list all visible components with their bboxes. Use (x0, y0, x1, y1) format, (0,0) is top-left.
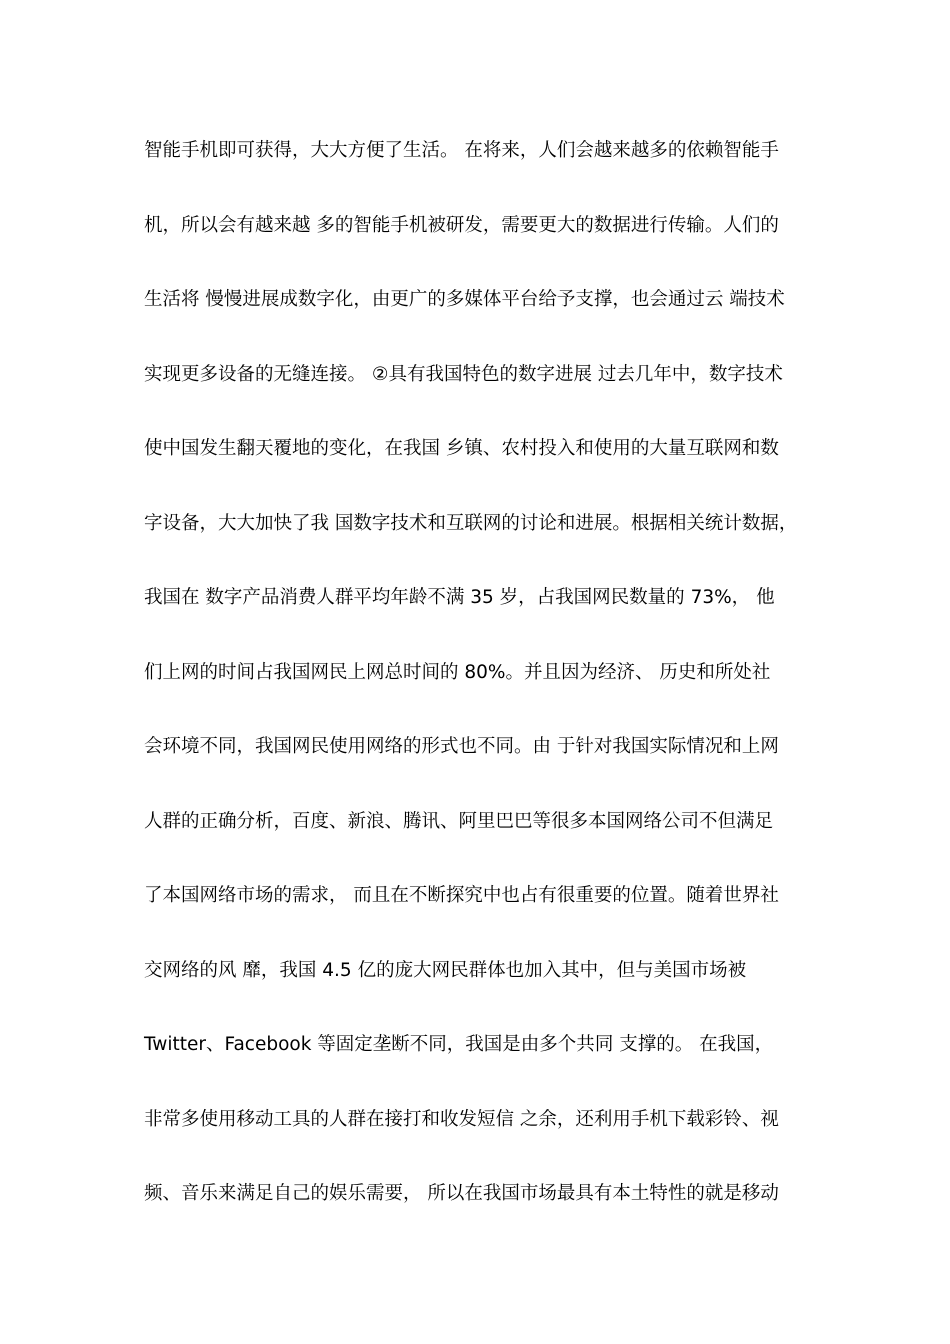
text-line: 字设备，大大加快了我 国数字技术和互联网的讨论和进展。根据相关统计数据， (144, 512, 798, 534)
text-line: 生活将 慢慢进展成数字化，由更广的多媒体平台给予支撑，也会通过云 端技术 (144, 289, 785, 310)
text-line: Twitter、Facebook 等固定垄断不同，我国是由多个共同 支撑的。 在我国， (144, 1034, 774, 1055)
text-line: 智能手机即可获得，大大方便了生活。 在将来，人们会越来越多的依赖智能手 (144, 140, 779, 161)
text-line: 我国在 数字产品消费人群平均年龄不满 35 岁，占我国网民数量的 73%， 他 (144, 587, 775, 608)
text-line: 交网络的风 靡，我国 4.5 亿的庞大网民群体也加入其中，但与美国市场被 (144, 959, 747, 981)
text-line: 们上网的时间占我国网民上网总时间的 80%。并且因为经济、 历史和所处社 (144, 661, 771, 683)
body-text (144, 132, 824, 1250)
text-line: 了本国网络市场的需求， 而且在不断探究中也占有很重要的位置。随着世界社 (144, 885, 779, 906)
text-line: 使中国发生翻天覆地的变化，在我国 乡镇、农村投入和使用的大量互联网和数 (144, 438, 779, 459)
text-line: 会环境不同，我国网民使用网络的形式也不同。由 于针对我国实际情况和上网 (144, 736, 779, 757)
text-line: 非常多使用移动工具的人群在接打和收发短信 之余，还利用手机下载彩铃、视 (144, 1108, 779, 1130)
text-line: 人群的正确分析，百度、新浪、腾讯、阿里巴巴等很多本国网络公司不但满足 (144, 810, 774, 832)
text-line: 实现更多设备的无缝连接。 ②具有我国特色的数字进展 过去几年中，数字技术 (144, 363, 783, 385)
text-line: 机，所以会有越来越 多的智能手机被研发，需要更大的数据进行传输。人们的 (144, 214, 779, 236)
text-line: 频、音乐来满足自己的娱乐需要， 所以在我国市场最具有本土特性的就是移动 (144, 1183, 779, 1204)
